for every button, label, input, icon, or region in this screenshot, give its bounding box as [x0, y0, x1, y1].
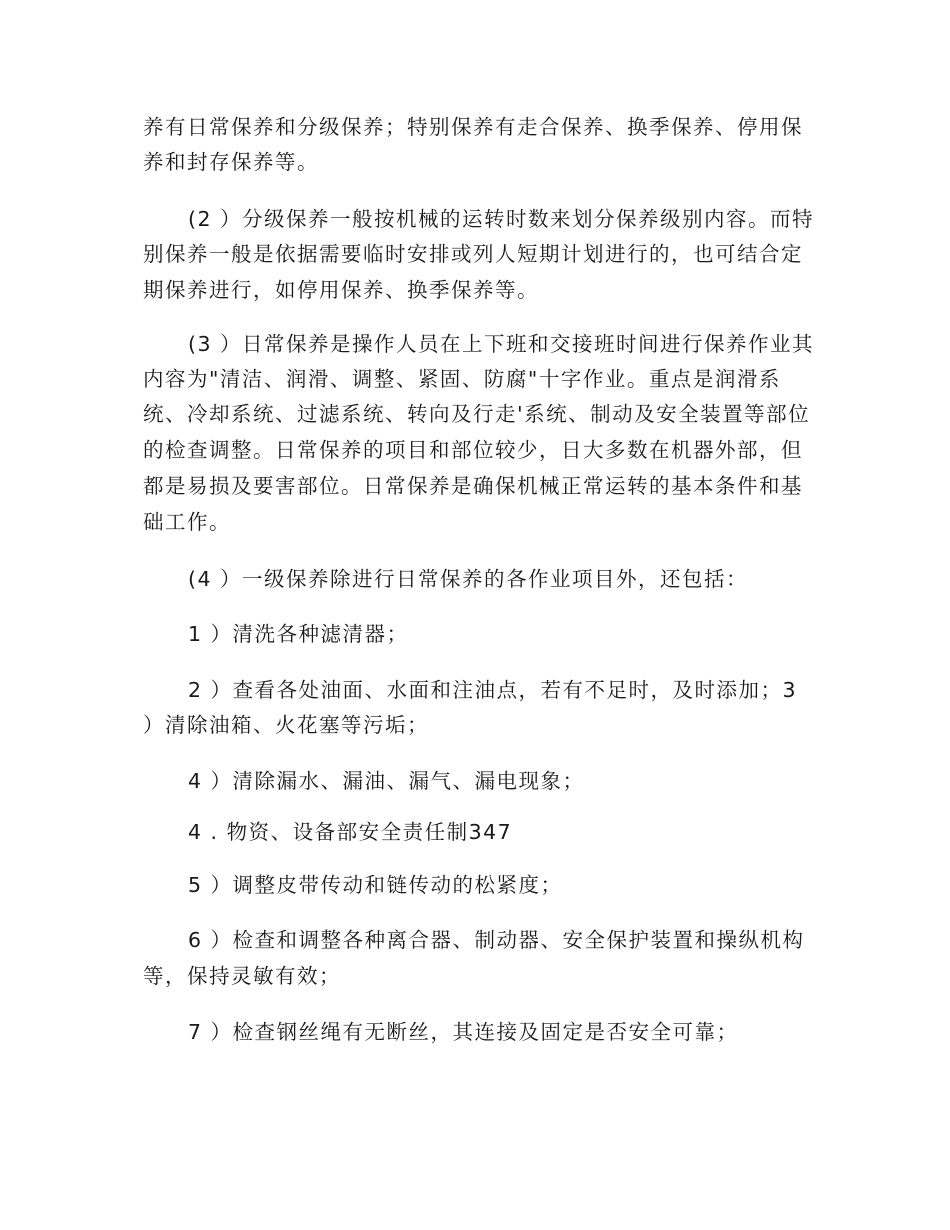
text-line: 内容为"清洁、润滑、调整、紧固、防腐"十字作业。重点是润滑系: [143, 367, 781, 391]
text-line: ）清除油箱、火花塞等污垢；: [143, 713, 429, 737]
paragraph-3-line: (3 ）日常保养是操作人员在上下班和交接班时间进行保养作业其: [188, 332, 815, 356]
list-item: 4 ）清除漏水、漏油、漏气、漏电现象；: [188, 769, 585, 793]
text-line: 养有日常保养和分级保养；特别保养有走合保养、换季保养、停用保: [143, 115, 803, 139]
text-line: 的检查调整。日常保养的项目和部位较少，日大多数在机器外部，但: [143, 438, 803, 462]
text-line: 础工作。: [143, 510, 231, 534]
paragraph-4-line: (4 ）一级保养除进行日常保养的各作业项目外，还包括：: [188, 567, 749, 591]
text-line: 都是易损及要害部位。日常保养是确保机械正常运转的基本条件和基: [143, 474, 803, 498]
list-item: 2 ）查看各处油面、水面和注油点，若有不足时，及时添加；3: [188, 678, 798, 702]
text-line: 等，保持灵敏有效；: [143, 964, 341, 988]
text-line: 别保养一般是依据需要临时安排或列人短期计划进行的，也可结合定: [143, 242, 803, 266]
list-item: 6 ）检查和调整各种离合器、制动器、安全保护装置和操纵机构: [188, 928, 805, 952]
text-line: 养和封存保养等。: [143, 150, 319, 174]
list-item: 1 ）清洗各种滤清器；: [188, 622, 409, 646]
text-line: 期保养进行，如停用保养、换季保养等。: [143, 278, 539, 302]
text-line: 统、冷却系统、过滤系统、转向及行走'系统、制动及安全装置等部位: [143, 402, 811, 426]
section-heading: 4 . 物资、设备部安全责任制347: [188, 820, 513, 844]
list-item: 7 ）检查钢丝绳有无断丝，其连接及固定是否安全可靠；: [188, 1020, 739, 1044]
paragraph-2-line: (2 ）分级保养一般按机械的运转时数来划分保养级别内容。而特: [188, 207, 815, 231]
list-item: 5 ）调整皮带传动和链传动的松紧度；: [188, 873, 563, 897]
